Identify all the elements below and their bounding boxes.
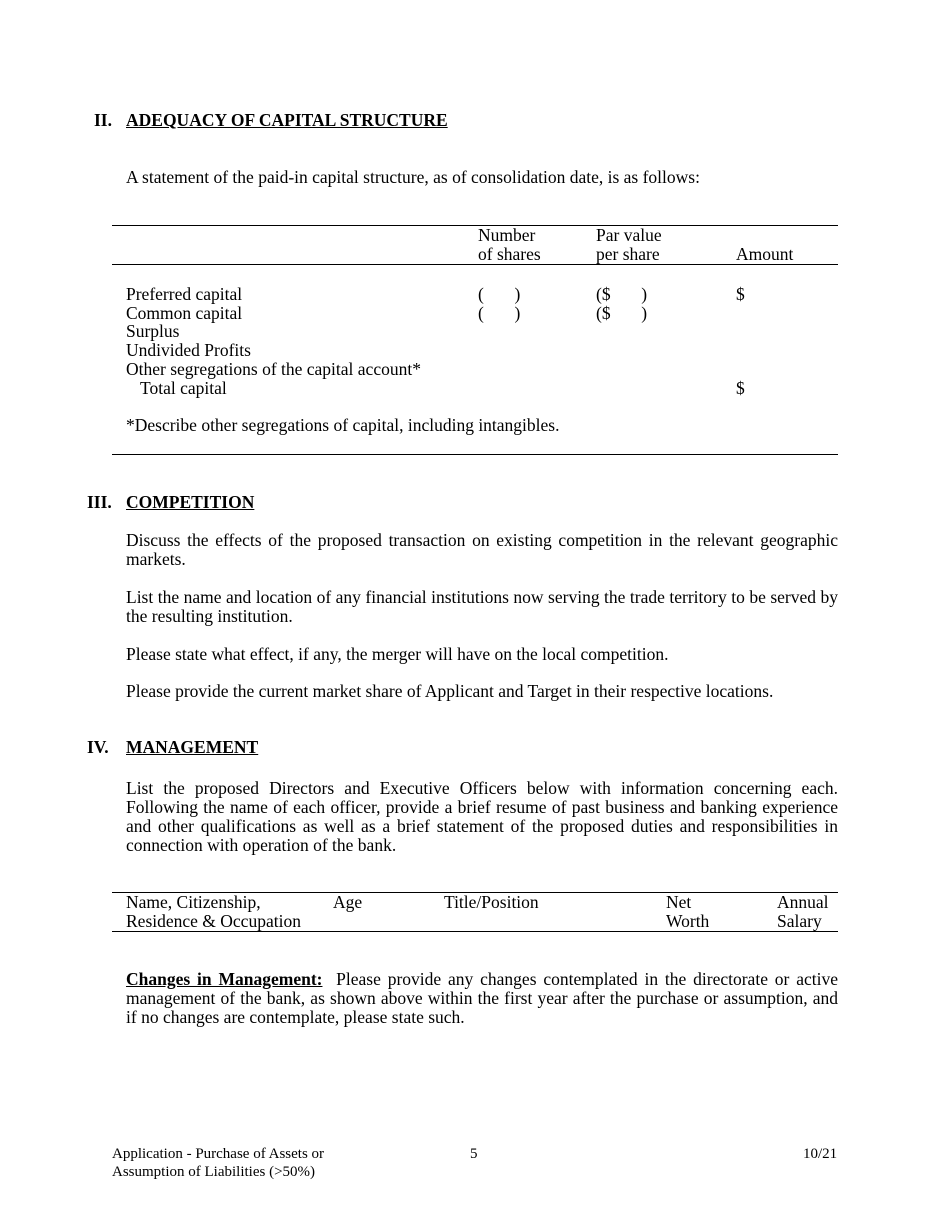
header-amount: Amount [736,244,794,264]
row-label: Common capital [126,303,243,323]
row-label: Total capital [140,378,227,398]
shares-cell: ( ) [478,284,521,304]
shares-cell: ( ) [478,303,521,323]
amount-cell: $ [736,284,745,304]
competition-paragraph-1: Discuss the effects of the proposed transaction on existing competition in the relevant geographic markets. [126,530,838,569]
row-label: Surplus [126,321,180,341]
footer-form-name-1: Application - Purchase of Assets or [112,1146,325,1162]
section-3-number: III. [87,492,112,512]
col-net-1: Net [666,892,692,912]
section-4-title: MANAGEMENT [126,737,259,757]
col-title: Title/Position [444,892,539,912]
table-top-rule [112,225,838,226]
header-shares-2: of shares [478,244,541,264]
col-name-1: Name, Citizenship, [126,892,261,912]
section-3-title: COMPETITION [126,492,255,512]
par-cell: ($ ) [596,284,648,304]
col-salary-2: Salary [777,911,822,931]
col-name-2: Residence & Occupation [126,911,301,931]
footer-form-name-2: Assumption of Liabilities (>50%) [112,1164,316,1180]
changes-label: Changes in Management: [126,969,323,989]
header-par-2: per share [596,244,660,264]
table-header-rule [112,264,838,265]
footer-page-number: 5 [470,1146,478,1162]
table-footnote: *Describe other segregations of capital, including intangibles. [126,415,560,435]
competition-paragraph-2: List the name and location of any financial institutions now serving the trade territory to be served by the resulting institution. [126,587,838,626]
amount-cell: $ [736,378,745,398]
competition-paragraph-3: Please state what effect, if any, the merger will have on the local competition. [126,644,669,664]
changes-paragraph [126,970,838,1027]
header-shares-1: Number [478,225,536,245]
management-paragraph: List the proposed Directors and Executive Officers below with information concerning each. Following the name of each officer, provide a brief resume of past business and banking experience and other qualifications as well as a brief statement of the proposed duties and responsibilities in connection with operation of the bank. [126,778,838,855]
section-2-intro: A statement of the paid-in capital structure, as of consolidation date, is as follows: [126,167,700,187]
competition-paragraph-4: Please provide the current market share of Applicant and Target in their respective locations. [126,681,774,701]
mgmt-table-bottom-rule [112,931,838,932]
header-par-1: Par value [596,225,662,245]
col-salary-1: Annual [777,892,829,912]
section-2-number: II. [94,110,112,130]
row-label: Other segregations of the capital account* [126,359,421,379]
par-cell: ($ ) [596,303,648,323]
table-bottom-rule [112,454,838,455]
col-net-2: Worth [666,911,710,931]
footer-revision-date: 10/21 [803,1146,838,1162]
row-label: Preferred capital [126,284,243,304]
row-label: Undivided Profits [126,340,251,360]
col-age: Age [333,892,363,912]
changes-text: Please provide any changes contemplated in the directorate or active management of the bank, as shown above within the first year after the purchase or assumption, and if no changes are contemplate, please state such. [126,969,839,1027]
section-4-number: IV. [87,737,109,757]
section-2-title: ADEQUACY OF CAPITAL STRUCTURE [126,110,448,130]
